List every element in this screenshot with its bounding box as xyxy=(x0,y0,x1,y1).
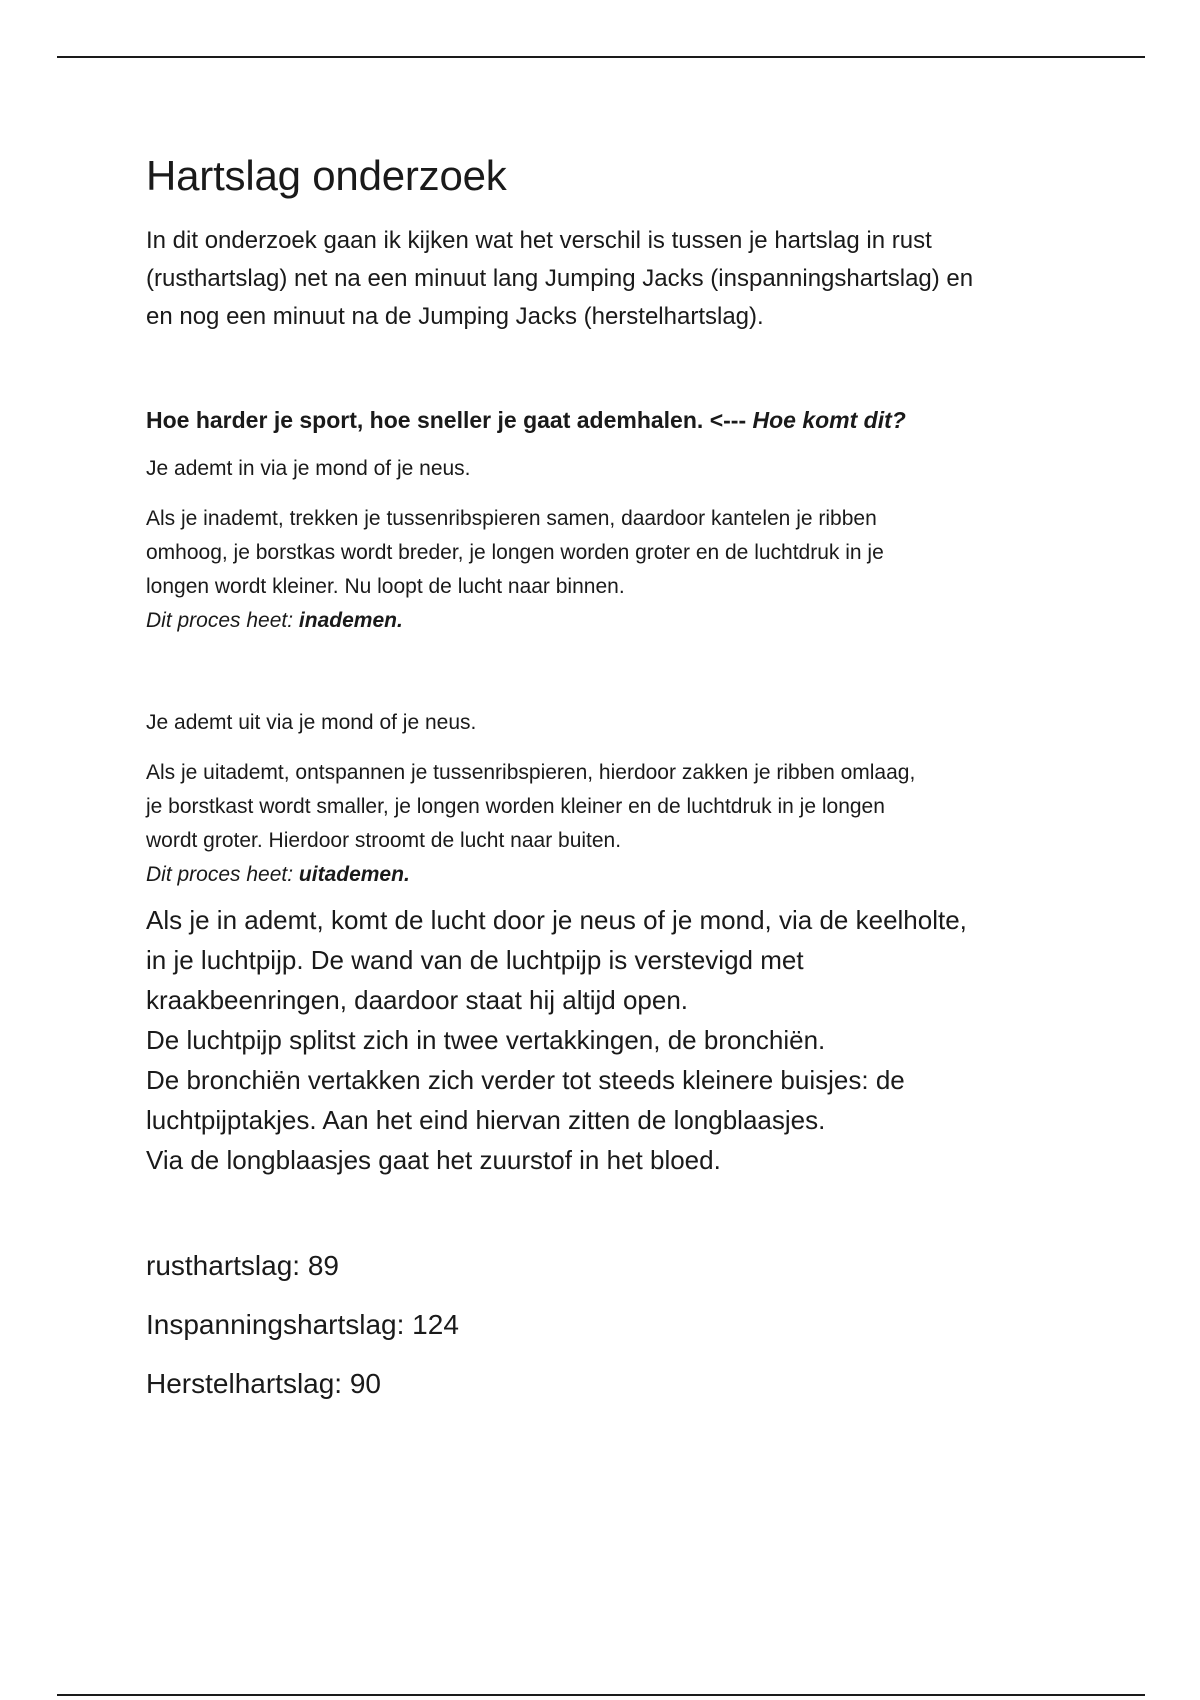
process-name: uitademen. xyxy=(298,863,410,886)
inhale-explanation xyxy=(146,502,1046,604)
exhale-line: je borstkast wordt smaller, je longen worden kleiner en de luchtdruk in je longen xyxy=(146,795,885,818)
airway-line: Als je in ademt, komt de lucht door je neus of je mond, via de keelholte, xyxy=(146,905,967,935)
page-title: Hartslag onderzoek xyxy=(146,152,507,199)
airway-line: De bronchiën vertakken zich verder tot steeds kleinere buisjes: de xyxy=(146,1065,905,1095)
airway-line: in je luchtpijp. De wand van de luchtpijp is verstevigd met xyxy=(146,945,804,975)
exhale-intro: Je ademt uit via je mond of je neus. xyxy=(146,711,477,734)
research-question xyxy=(146,404,1046,436)
intro-line: In dit onderzoek gaan ik kijken wat het verschil is tussen je hartslag in rust xyxy=(146,227,932,254)
inhale-conclusion xyxy=(146,604,1046,638)
intro-paragraph xyxy=(146,222,1046,336)
process-label: Dit proces heet: xyxy=(146,863,294,886)
airway-line: De luchtpijp splitst zich in twee vertakkingen, de bronchiën. xyxy=(146,1025,826,1055)
rest-heart-rate: rusthartslag: 89 xyxy=(146,1250,339,1281)
document-body xyxy=(146,150,1046,1404)
airway-line: kraakbeenringen, daardoor staat hij altijd open. xyxy=(146,985,689,1015)
airway-line: Via de longblaasjes gaat het zuurstof in het bloed. xyxy=(146,1145,721,1175)
heart-rate-measurements xyxy=(146,1246,1046,1404)
inhale-intro: Je ademt in via je mond of je neus. xyxy=(146,457,471,480)
inhale-line: longen wordt kleiner. Nu loopt de lucht naar binnen. xyxy=(146,575,625,598)
effort-heart-rate: Inspanningshartslag: 124 xyxy=(146,1309,459,1340)
exhale-line: Als je uitademt, ontspannen je tussenribspieren, hierdoor zakken je ribben omlaag, xyxy=(146,761,916,784)
footer-rule xyxy=(57,1694,1145,1696)
inhale-line: omhoog, je borstkas wordt breder, je longen worden groter en de luchtdruk in je xyxy=(146,541,884,564)
airway-line: luchtpijptakjes. Aan het eind hiervan zitten de longblaasjes. xyxy=(146,1105,826,1135)
process-label: Dit proces heet: xyxy=(146,609,294,632)
recovery-heart-rate: Herstelhartslag: 90 xyxy=(146,1368,382,1399)
question-statement: Hoe harder je sport, hoe sneller je gaat ademhalen. xyxy=(146,407,704,433)
question-arrow: <--- xyxy=(709,407,747,433)
process-name: inademen. xyxy=(298,609,403,632)
exhale-conclusion xyxy=(146,858,1046,892)
question-ask: Hoe komt dit? xyxy=(752,407,906,433)
exhale-explanation xyxy=(146,756,1046,858)
airway-paragraph xyxy=(146,900,1046,1180)
header-rule xyxy=(57,56,1145,58)
exhale-line: wordt groter. Hierdoor stroomt de lucht naar buiten. xyxy=(146,829,622,852)
inhale-line: Als je inademt, trekken je tussenribspieren samen, daardoor kantelen je ribben xyxy=(146,507,877,530)
intro-line: (rusthartslag) net na een minuut lang Jumping Jacks (inspanningshartslag) en xyxy=(146,265,974,292)
intro-line: en nog een minuut na de Jumping Jacks (herstelhartslag). xyxy=(146,303,764,330)
